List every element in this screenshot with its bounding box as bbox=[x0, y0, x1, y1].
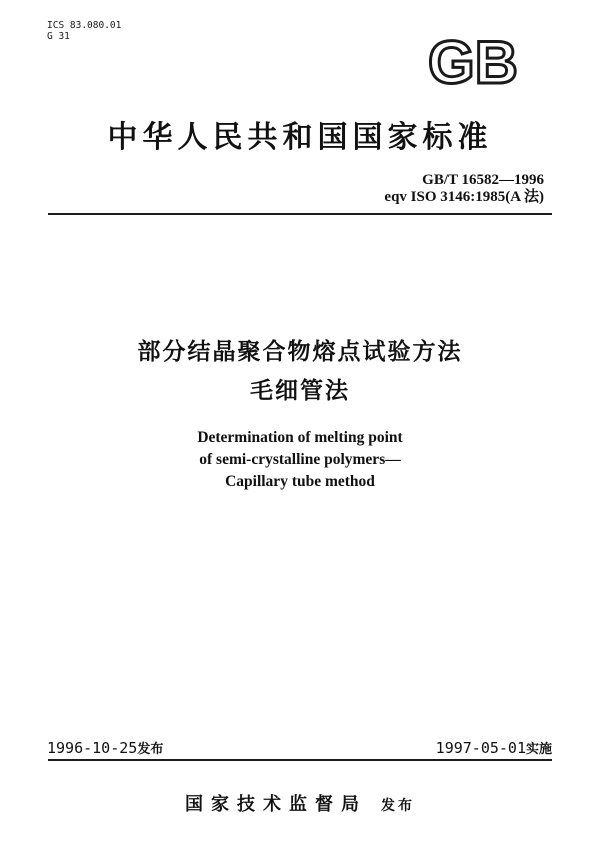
gb-logo bbox=[418, 33, 528, 93]
publisher-name: 国家技术监督局 bbox=[185, 794, 367, 815]
effective-date-label: 实施 bbox=[525, 742, 552, 757]
issue-date bbox=[47, 738, 163, 757]
issue-date-value: 1996-10-25 bbox=[47, 739, 138, 757]
title-english-line1: Determination of melting point bbox=[197, 429, 403, 446]
publisher-action: 发布 bbox=[381, 798, 415, 814]
issue-date-label: 发布 bbox=[137, 742, 164, 757]
effective-date-value: 1997-05-01 bbox=[435, 739, 526, 757]
title-english bbox=[0, 427, 600, 493]
effective-date bbox=[436, 738, 552, 757]
ics-code: ICS 83.080.01 bbox=[47, 20, 122, 31]
country-standard-title: 中华人民共和国国家标准 bbox=[107, 120, 493, 155]
title-chinese-line1: 部分结晶聚合物熔点试验方法 bbox=[137, 339, 463, 365]
bottom-divider bbox=[48, 759, 552, 761]
top-divider bbox=[48, 213, 552, 215]
gb-logo-text: GB bbox=[428, 33, 518, 93]
standard-number-block bbox=[384, 172, 544, 206]
title-english-line2: of semi-crystalline polymers— bbox=[199, 451, 401, 468]
publisher bbox=[0, 790, 600, 816]
title-chinese-line2: 毛细管法 bbox=[250, 378, 350, 404]
iso-equivalence: eqv ISO 3146:1985(A 法) bbox=[384, 189, 544, 205]
standard-number: GB/T 16582—1996 bbox=[422, 172, 544, 188]
title-english-line3: Capillary tube method bbox=[225, 473, 375, 490]
classification-code: G 31 bbox=[47, 31, 70, 42]
classification-codes bbox=[47, 20, 121, 42]
